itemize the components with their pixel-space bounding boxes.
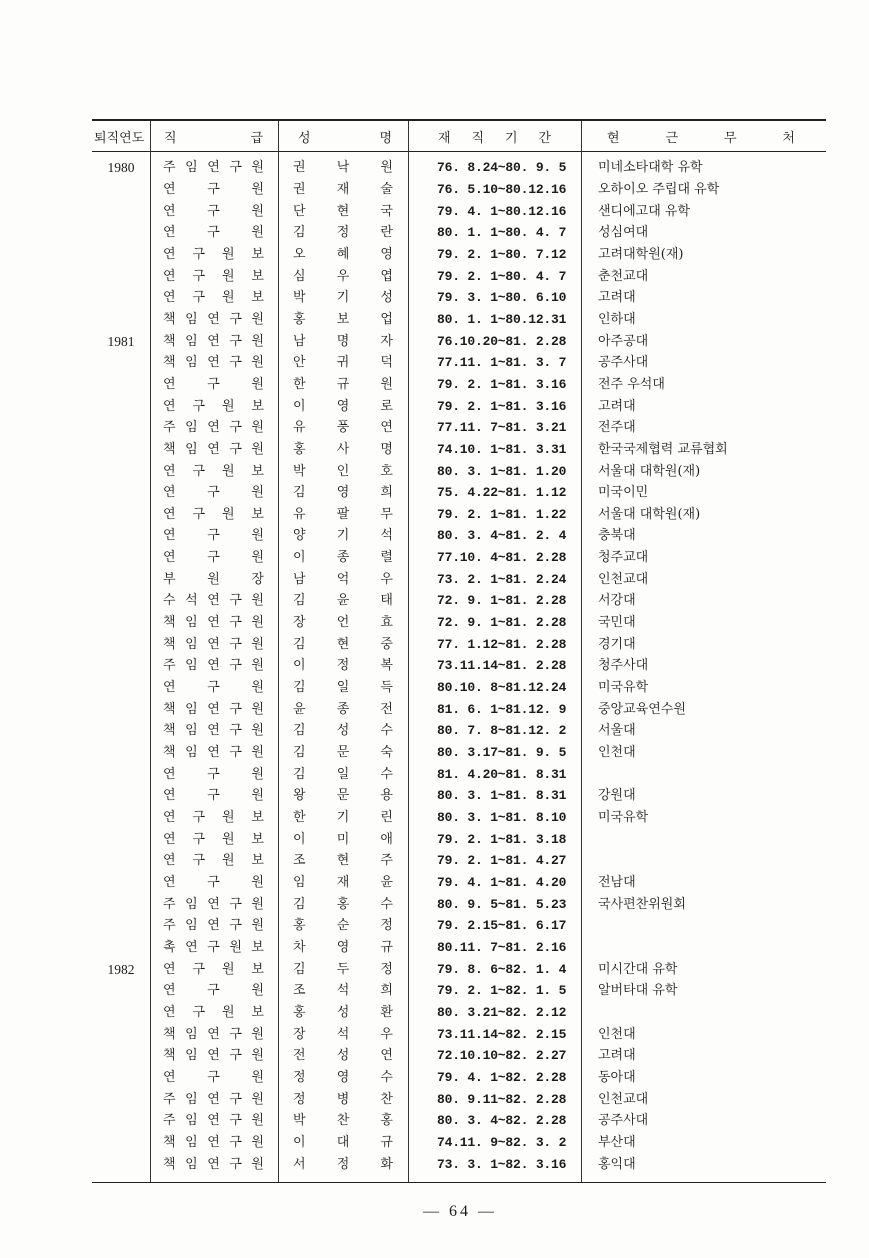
cell-workplace: 부산대: [598, 1134, 636, 1150]
cell-period: 81. 4.20~81. 8.31: [437, 766, 567, 782]
cell-name: 홍 보 업: [293, 311, 393, 327]
cell-name: 장 석 우: [293, 1026, 393, 1042]
cell-name: 유 팔 무: [293, 506, 393, 522]
table-row: [92, 417, 826, 439]
table-row: [92, 590, 826, 612]
cell-period: 80. 1. 1~80. 4. 7: [437, 225, 567, 241]
cell-workplace: 오하이오 주립대 유학: [598, 181, 720, 197]
cell-name: 박 인 호: [293, 463, 393, 479]
table-row: [92, 568, 826, 590]
cell-period: 79. 4. 1~81. 4.20: [437, 874, 567, 890]
table-row: [92, 763, 826, 785]
cell-name: 김 정 란: [293, 225, 393, 241]
table-row: [92, 352, 826, 374]
header-workplace: 현 근 무 처: [607, 130, 795, 146]
cell-workplace: 알버타대 유학: [598, 983, 678, 999]
cell-name: 남 명 자: [293, 333, 393, 349]
cell-period: 80. 9. 5~81. 5.23: [437, 896, 567, 912]
cell-period: 79. 2. 1~81. 1.22: [437, 506, 567, 522]
cell-workplace: 춘천교대: [598, 268, 649, 284]
cell-period: 77.10. 4~81. 2.28: [437, 550, 567, 566]
cell-rank: 연 구 원: [163, 1069, 264, 1085]
page-number: — 64 —: [423, 1203, 497, 1220]
table-row: [92, 287, 826, 309]
cell-name: 박 기 성: [293, 290, 393, 306]
table-row: [92, 200, 826, 222]
cell-rank: 연 구 원 보: [163, 831, 264, 847]
cell-rank: 연 구 원: [163, 983, 264, 999]
cell-rank: 책 임 연 구 원: [163, 333, 264, 349]
cell-workplace: 인하대: [598, 311, 636, 327]
cell-period: 79. 4. 1~80.12.16: [437, 203, 567, 219]
cell-workplace: 고려대학원(재): [598, 246, 684, 262]
cell-workplace: 인천교대: [598, 1091, 649, 1107]
cell-workplace: 고려대: [598, 1048, 636, 1064]
cell-period: 77.11. 7~81. 3.21: [437, 420, 567, 436]
cell-workplace: 샌디에고대 유학: [598, 203, 691, 219]
cell-workplace: 서울대 대학원(재): [598, 463, 701, 479]
cell-name: 김 현 중: [293, 636, 393, 652]
cell-name: 장 언 효: [293, 615, 393, 631]
cell-workplace: 서울대: [598, 723, 636, 739]
table-row: [92, 330, 826, 352]
cell-period: 79. 2.15~81. 6.17: [437, 918, 567, 934]
cell-rank: 주 임 연 구 원: [163, 160, 264, 176]
table-row: [92, 482, 826, 504]
cell-period: 80. 3. 1~81. 8.10: [437, 810, 567, 826]
cell-rank: 책 임 연 구 원: [163, 441, 264, 457]
cell-rank: 주 임 연 구 원: [163, 658, 264, 674]
cell-name: 한 규 원: [293, 376, 393, 392]
cell-rank: 주 임 연 구 원: [163, 1091, 264, 1107]
cell-workplace: 서울대 대학원(재): [598, 506, 701, 522]
cell-rank: 연 구 원: [163, 528, 264, 544]
cell-rank: 촉 연 구 원 보: [163, 939, 264, 955]
table-row: [92, 915, 826, 937]
cell-name: 조 석 희: [293, 983, 393, 999]
cell-name: 서 정 화: [293, 1156, 393, 1172]
cell-name: 안 귀 덕: [293, 355, 393, 371]
cell-workplace: 경기대: [598, 636, 636, 652]
cell-name: 김 영 희: [293, 485, 393, 501]
column-divider: [278, 121, 279, 1182]
table-row: [92, 893, 826, 915]
cell-name: 심 우 엽: [293, 268, 393, 284]
cell-name: 조 현 주: [293, 853, 393, 869]
cell-period: 76. 5.10~80.12.16: [437, 181, 567, 197]
cell-workplace: 고려대: [598, 398, 636, 414]
cell-rank: 연 구 원 보: [163, 463, 264, 479]
table-row: [92, 265, 826, 287]
cell-period: 80. 3.17~81. 9. 5: [437, 745, 567, 761]
table-row: [92, 504, 826, 526]
cell-name: 양 기 석: [293, 528, 393, 544]
cell-period: 73.11.14~81. 2.28: [437, 658, 567, 674]
table-row: [92, 807, 826, 829]
cell-workplace: 아주공대: [598, 333, 649, 349]
table-row: [92, 958, 826, 980]
table-body: [92, 157, 826, 1175]
cell-period: 74.11. 9~82. 3. 2: [437, 1134, 567, 1150]
cell-rank: 연 구 원 보: [163, 268, 264, 284]
cell-workplace: 미국유학: [598, 680, 649, 696]
table-row: [92, 742, 826, 764]
cell-rank: 연 구 원 보: [163, 853, 264, 869]
table-row: [92, 309, 826, 331]
cell-period: 73. 2. 1~81. 2.24: [437, 571, 567, 587]
table-row: [92, 1132, 826, 1154]
table-row: [92, 157, 826, 179]
cell-rank: 책 임 연 구 원: [163, 723, 264, 739]
table-row: [92, 1045, 826, 1067]
cell-rank: 연 구 원 보: [163, 506, 264, 522]
table-row: [92, 655, 826, 677]
table-row: [92, 872, 826, 894]
cell-period: 76. 8.24~80. 9. 5: [437, 160, 567, 176]
cell-workplace: 홍익대: [598, 1156, 636, 1172]
cell-name: 김 윤 태: [293, 593, 393, 609]
cell-year: 1980: [107, 160, 135, 176]
cell-period: 81. 6. 1~81.12. 9: [437, 701, 567, 717]
table-row: [92, 1023, 826, 1045]
cell-workplace: 충북대: [598, 528, 636, 544]
cell-period: 80. 3. 4~81. 2. 4: [437, 528, 567, 544]
cell-rank: 책 임 연 구 원: [163, 1134, 264, 1150]
cell-name: 정 병 찬: [293, 1091, 393, 1107]
retirees-table: [92, 119, 826, 1183]
cell-workplace: 한국국제협력 교류협회: [598, 441, 728, 457]
cell-workplace: 미네소타대학 유학: [598, 160, 703, 176]
cell-rank: 책 임 연 구 원: [163, 615, 264, 631]
cell-period: 80. 3. 1~81. 1.20: [437, 463, 567, 479]
cell-period: 79. 2. 1~81. 4.27: [437, 853, 567, 869]
table-row: [92, 785, 826, 807]
cell-name: 김 문 숙: [293, 745, 393, 761]
cell-name: 권 낙 원: [293, 160, 393, 176]
cell-period: 80. 3. 1~81. 8.31: [437, 788, 567, 804]
table-row: [92, 547, 826, 569]
table-row: [92, 1067, 826, 1089]
table-row: [92, 1153, 826, 1175]
cell-name: 이 대 규: [293, 1134, 393, 1150]
cell-period: 80. 3.21~82. 2.12: [437, 1004, 567, 1020]
header-period: 재 직 기 간: [438, 130, 551, 146]
cell-name: 차 영 규: [293, 939, 393, 955]
table-row: [92, 1002, 826, 1024]
cell-name: 홍 성 환: [293, 1004, 393, 1020]
cell-name: 박 찬 홍: [293, 1113, 393, 1129]
cell-rank: 책 임 연 구 원: [163, 636, 264, 652]
cell-rank: 연 구 원 보: [163, 246, 264, 262]
table-row: [92, 179, 826, 201]
cell-name: 한 기 린: [293, 810, 393, 826]
table-row: [92, 1110, 826, 1132]
cell-period: 77.11. 1~81. 3. 7: [437, 355, 567, 371]
cell-name: 정 영 수: [293, 1069, 393, 1085]
cell-period: 79. 2. 1~81. 3.16: [437, 376, 567, 392]
table-row: [92, 244, 826, 266]
cell-period: 79. 2. 1~82. 1. 5: [437, 983, 567, 999]
cell-period: 76.10.20~81. 2.28: [437, 333, 567, 349]
cell-period: 75. 4.22~81. 1.12: [437, 485, 567, 501]
cell-name: 왕 문 용: [293, 788, 393, 804]
cell-rank: 책 임 연 구 원: [163, 1156, 264, 1172]
table-row: [92, 850, 826, 872]
cell-workplace: 전남대: [598, 874, 636, 890]
cell-period: 79. 3. 1~80. 6.10: [437, 290, 567, 306]
cell-period: 79. 2. 1~80. 4. 7: [437, 268, 567, 284]
column-divider: [408, 121, 409, 1182]
cell-rank: 책 임 연 구 원: [163, 355, 264, 371]
cell-name: 단 현 국: [293, 203, 393, 219]
cell-rank: 책 임 연 구 원: [163, 745, 264, 761]
table-row: [92, 633, 826, 655]
cell-workplace: 인천대: [598, 1026, 636, 1042]
table-row: [92, 828, 826, 850]
cell-workplace: 동아대: [598, 1069, 636, 1085]
cell-period: 79. 2. 1~81. 3.16: [437, 398, 567, 414]
cell-workplace: 미국이민: [598, 485, 649, 501]
cell-workplace: 전주 우석대: [598, 376, 665, 392]
cell-rank: 주 임 연 구 원: [163, 1113, 264, 1129]
cell-name: 권 재 술: [293, 181, 393, 197]
cell-name: 오 혜 영: [293, 246, 393, 262]
table-row: [92, 1088, 826, 1110]
cell-period: 74.10. 1~81. 3.31: [437, 441, 567, 457]
cell-name: 김 성 수: [293, 723, 393, 739]
header-rank: 직 급: [164, 130, 263, 146]
table-row: [92, 439, 826, 461]
cell-rank: 연 구 원: [163, 203, 264, 219]
cell-rank: 책 임 연 구 원: [163, 1026, 264, 1042]
header-name: 성 명: [298, 130, 392, 146]
cell-name: 김 홍 수: [293, 896, 393, 912]
cell-period: 72. 9. 1~81. 2.28: [437, 615, 567, 631]
cell-rank: 연 구 원: [163, 680, 264, 696]
cell-name: 김 두 정: [293, 961, 393, 977]
cell-rank: 책 임 연 구 원: [163, 701, 264, 717]
cell-name: 이 미 애: [293, 831, 393, 847]
cell-workplace: 전주대: [598, 420, 636, 436]
cell-workplace: 국사편찬위원회: [598, 896, 686, 912]
cell-name: 이 종 렬: [293, 550, 393, 566]
cell-period: 79. 2. 1~80. 7.12: [437, 246, 567, 262]
cell-period: 80. 3. 4~82. 2.28: [437, 1113, 567, 1129]
table-row: [92, 612, 826, 634]
column-divider: [150, 121, 151, 1182]
cell-name: 이 영 로: [293, 398, 393, 414]
cell-period: 79. 2. 1~81. 3.18: [437, 831, 567, 847]
table-row: [92, 980, 826, 1002]
cell-period: 72. 9. 1~81. 2.28: [437, 593, 567, 609]
cell-name: 윤 종 전: [293, 701, 393, 717]
cell-rank: 연 구 원: [163, 225, 264, 241]
cell-period: 73. 3. 1~82. 3.16: [437, 1156, 567, 1172]
cell-workplace: 인천교대: [598, 571, 649, 587]
cell-period: 80. 1. 1~80.12.31: [437, 311, 567, 327]
table-row: [92, 677, 826, 699]
table-row: [92, 525, 826, 547]
cell-workplace: 중앙교육연수원: [598, 701, 686, 717]
cell-rank: 연 구 원 보: [163, 810, 264, 826]
cell-name: 임 재 윤: [293, 874, 393, 890]
cell-rank: 주 임 연 구 원: [163, 896, 264, 912]
cell-rank: 연 구 원: [163, 181, 264, 197]
cell-period: 73.11.14~82. 2.15: [437, 1026, 567, 1042]
cell-rank: 수 석 연 구 원: [163, 593, 264, 609]
cell-workplace: 국민대: [598, 615, 636, 631]
cell-period: 72.10.10~82. 2.27: [437, 1048, 567, 1064]
header-year: 퇴직연도: [94, 130, 145, 146]
table-row: [92, 937, 826, 959]
cell-period: 80.11. 7~81. 2.16: [437, 939, 567, 955]
table-row: [92, 395, 826, 417]
cell-rank: 연 구 원 보: [163, 398, 264, 414]
cell-workplace: 고려대: [598, 290, 636, 306]
table-row: [92, 720, 826, 742]
cell-period: 80. 7. 8~81.12. 2: [437, 723, 567, 739]
table-header: [92, 121, 826, 152]
cell-period: 80.10. 8~81.12.24: [437, 680, 567, 696]
cell-rank: 연 구 원: [163, 788, 264, 804]
cell-name: 유 풍 연: [293, 420, 393, 436]
cell-period: 80. 9.11~82. 2.28: [437, 1091, 567, 1107]
cell-year: 1982: [107, 961, 135, 977]
cell-rank: 연 구 원 보: [163, 961, 264, 977]
cell-rank: 연 구 원: [163, 376, 264, 392]
cell-workplace: 미시간대 유학: [598, 961, 678, 977]
cell-workplace: 청주사대: [598, 658, 649, 674]
cell-rank: 부 원 장: [163, 571, 264, 587]
cell-period: 79. 4. 1~82. 2.28: [437, 1069, 567, 1085]
cell-rank: 연 구 원: [163, 874, 264, 890]
cell-workplace: 서강대: [598, 593, 636, 609]
cell-rank: 연 구 원: [163, 485, 264, 501]
column-divider: [581, 121, 582, 1182]
cell-period: 79. 8. 6~82. 1. 4: [437, 961, 567, 977]
cell-workplace: 공주사대: [598, 355, 649, 371]
cell-rank: 연 구 원 보: [163, 290, 264, 306]
cell-year: 1981: [107, 333, 135, 349]
cell-name: 전 성 연: [293, 1048, 393, 1064]
cell-name: 홍 순 정: [293, 918, 393, 934]
cell-rank: 주 임 연 구 원: [163, 420, 264, 436]
cell-workplace: 공주사대: [598, 1113, 649, 1129]
table-row: [92, 460, 826, 482]
cell-name: 홍 사 명: [293, 441, 393, 457]
cell-rank: 주 임 연 구 원: [163, 918, 264, 934]
cell-rank: 연 구 원: [163, 550, 264, 566]
cell-rank: 연 구 원: [163, 766, 264, 782]
cell-name: 남 억 우: [293, 571, 393, 587]
cell-workplace: 미국유학: [598, 810, 649, 826]
table-row: [92, 222, 826, 244]
table-row: [92, 698, 826, 720]
cell-workplace: 인천대: [598, 745, 636, 761]
cell-name: 김 일 수: [293, 766, 393, 782]
cell-rank: 책 임 연 구 원: [163, 311, 264, 327]
cell-workplace: 성심여대: [598, 225, 649, 241]
table-row: [92, 374, 826, 396]
cell-workplace: 청주교대: [598, 550, 649, 566]
cell-name: 김 일 득: [293, 680, 393, 696]
cell-rank: 연 구 원 보: [163, 1004, 264, 1020]
cell-rank: 책 임 연 구 원: [163, 1048, 264, 1064]
cell-name: 이 정 복: [293, 658, 393, 674]
cell-period: 77. 1.12~81. 2.28: [437, 636, 567, 652]
cell-workplace: 강원대: [598, 788, 636, 804]
